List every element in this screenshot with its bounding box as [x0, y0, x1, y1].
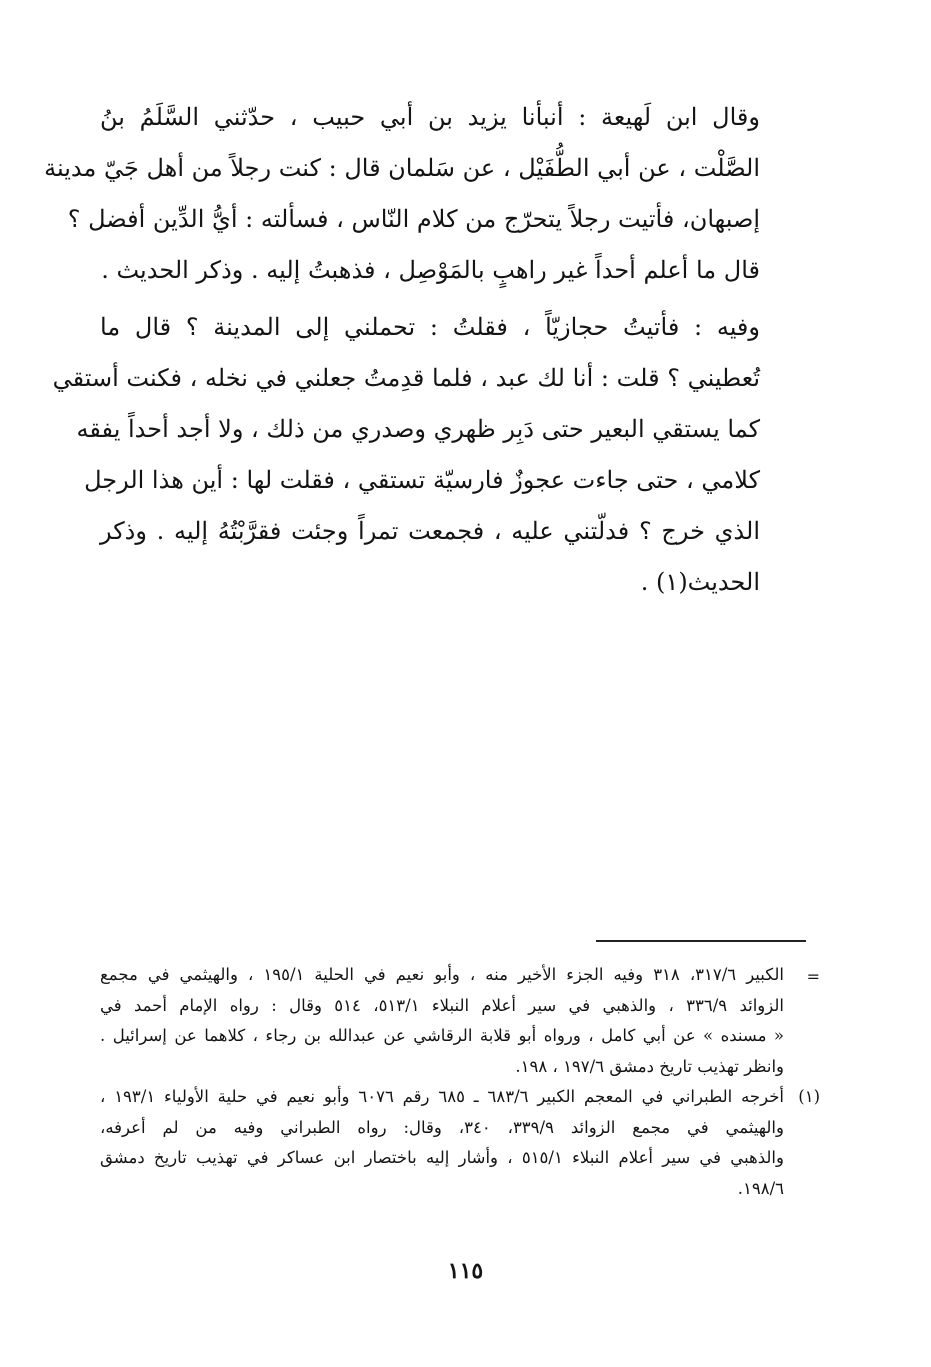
- footnote-line: وانظر تهذيب تاريخ دمشق ١٩٧/٦ ، ١٩٨.: [515, 1056, 784, 1076]
- footnote-line: أخرجه الطبراني في المعجم الكبير ٦٨٣/٦ ـ ٦٨٥ رقم ٦٠٧٦ وأبو نعيم في حلية الأولياء ١٩٣/١ ،: [100, 1087, 784, 1106]
- text-line: قال ما أعلم أحداً غير راهبٍ بالمَوْصِل ، فذهبتُ إليه . وذكر الحديث .: [101, 256, 760, 284]
- text-line: كلامي ، حتى جاءت عجوزٌ فارسيّة تستقي ، فقلت لها : أين هذا الرجل: [84, 466, 760, 494]
- text-line: الذي خرج ؟ فدلّتني عليه ، فجمعت تمراً وجئت فقرَّبْتُهُ إليه . وذكر: [100, 517, 760, 545]
- footnote-1: [100, 1082, 820, 1204]
- footnotes: [100, 960, 820, 1204]
- footnote-line: الكبير ٣١٧/٦، ٣١٨ وفيه الجزء الأخير منه ، وأبو نعيم في الحلية ١٩٥/١ ، والهيثمي في مجمع: [100, 965, 784, 984]
- text-line: وقال ابن لَهيعة : أنبأنا يزيد بن أبي حبيب ، حدّثني السَّلَمُ بنُ: [100, 103, 760, 131]
- text-line: الحديث(١) .: [640, 568, 760, 596]
- paragraph-1: [44, 92, 804, 296]
- text-line: الصَّلْت ، عن أبي الطُّفَيْل ، عن سَلمان قال : كنت رجلاً من أهل جَيّ مدينة: [44, 154, 760, 182]
- main-text: [44, 92, 804, 608]
- footnote-separator: [596, 940, 806, 942]
- footnote-marker: (١): [798, 1087, 820, 1106]
- footnote-line: « مسنده » عن أبي كامل ، ورواه أبو قلابة الرقاشي عن عبدالله بن رجاء ، كلاهما عن إسرائيل .: [100, 1026, 784, 1045]
- page-number: ١١٥: [447, 1258, 484, 1284]
- footnote-line: الزوائد ٣٣٦/٩ ، والذهبي في سير أعلام النبلاء ٥١٣/١، ٥١٤ وقال : رواه الإمام أحمد في: [100, 995, 784, 1015]
- footnote-line: والهيثمي في مجمع الزوائد ٣٣٩/٩، ٣٤٠، وقال: رواه الطبراني وفيه من لم أعرفه،: [100, 1117, 784, 1137]
- continuation-mark: =: [806, 967, 820, 986]
- text-line: كما يستقي البعير حتى دَبِر ظهري وصدري من ذلك ، ولا أجد أحداً يفقه: [76, 415, 760, 443]
- footnote-continuation: [100, 960, 820, 1082]
- footnote-line: ١٩٨/٦.: [737, 1178, 784, 1198]
- text-line: تُعطيني ؟ قلت : أنا لك عبد ، فلما قدِمتُ جعلني في نخله ، فكنت أستقي: [52, 364, 760, 392]
- footnote-line: والذهبي في سير أعلام النبلاء ٥١٥/١ ، وأشار إليه باختصار ابن عساكر في تهذيب تاريخ دمشق: [100, 1148, 784, 1167]
- text-line: إصبهان، فأتيت رجلاً يتحرّج من كلام النّاس ، فسألته : أيُّ الدِّين أفضل ؟: [67, 205, 760, 233]
- text-line: وفيه : فأتيتُ حجازيّاً ، فقلتُ : تحملني إلى المدينة ؟ قال ما: [100, 313, 760, 341]
- paragraph-2: [52, 302, 804, 608]
